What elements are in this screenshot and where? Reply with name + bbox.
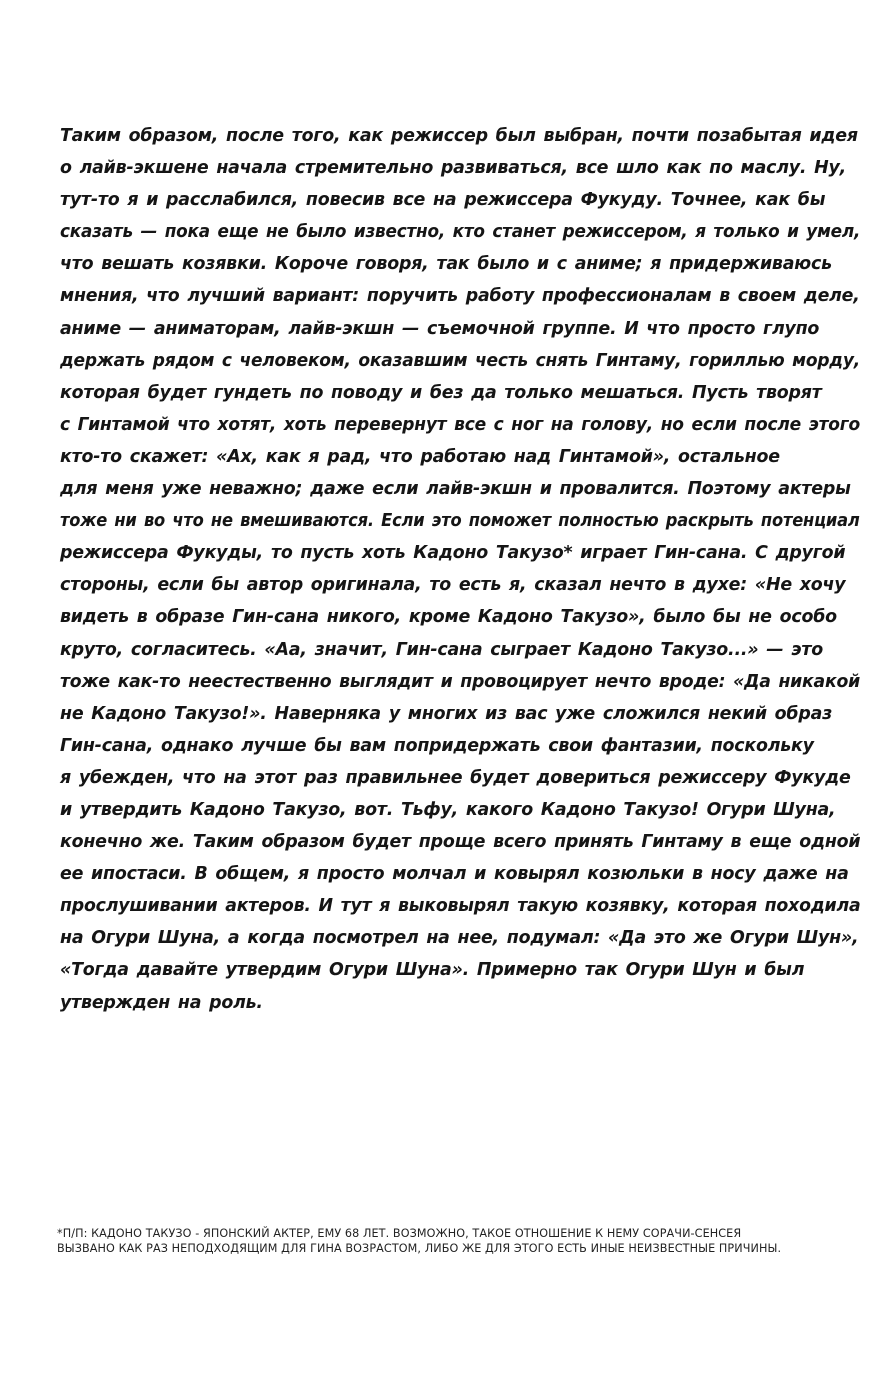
text-line: видеть в образе Гин-сана никого, кроме Кадоно Такузо», было бы не особо bbox=[60, 607, 837, 628]
text-line: не Кадоно Такузо!». Наверняка у многих из вас уже сложился некий образ bbox=[60, 703, 833, 724]
text-line: Таким образом, после того, как режиссер был выбран, почти позабытая идея bbox=[60, 126, 858, 146]
text-line: о лайв-экшене начала стремительно развиваться, все шло как по маслу. Ну, bbox=[60, 158, 847, 179]
text-line: и утвердить Кадоно Такузо, вот. Тьфу, какого Кадоно Такузо! Огури Шуна, bbox=[60, 799, 836, 820]
translator-footnote bbox=[57, 1226, 837, 1256]
text-line: «Тогда давайте утвердим Огури Шуна». Примерно так Огури Шун и был bbox=[60, 960, 805, 981]
text-line: Гин-сана, однако лучше бы вам попридержать свои фантазии, поскольку bbox=[60, 735, 814, 756]
text-line: круто, согласитесь. «Аа, значит, Гин-сана сыграет Кадоно Такузо...» — это bbox=[60, 639, 823, 660]
text-line: которая будет гундеть по поводу и без да только мешаться. Пусть творят bbox=[60, 382, 822, 403]
text-line: прослушивании актеров. И тут я выковырял такую козявку, которая походила bbox=[60, 896, 861, 917]
text-line: я убежден, что на этот раз правильнее будет довериться режиссеру Фукуде bbox=[60, 767, 851, 788]
text-line: с Гинтамой что хотят, хоть перевернут все с ног на голову, но если после этого bbox=[60, 414, 861, 435]
text-line: мнения, что лучший вариант: поручить работу профессионалам в своем деле, bbox=[60, 286, 860, 307]
text-line: конечно же. Таким образом будет проще всего принять Гинтаму в еще одной bbox=[60, 832, 861, 853]
text-line: ее ипостаси. В общем, я просто молчал и ковырял козюльки в носу даже на bbox=[60, 864, 849, 885]
text-line: держать рядом с человеком, оказавшим честь снять Гинтаму, гориллью морду, bbox=[60, 350, 861, 371]
text-line: сказать — пока еще не было известно, кто станет режиссером, я только и умел, bbox=[60, 222, 861, 243]
text-line: что вешать козявки. Короче говоря, так было и с аниме; я придерживаюсь bbox=[60, 254, 832, 275]
text-line: тут-то я и расслабился, повесив все на режиссера Фукуду. Точнее, как бы bbox=[60, 190, 826, 211]
text-line: утвержден на роль. bbox=[60, 992, 263, 1013]
footnote-line: *П/П: КАДОНО ТАКУЗО - ЯПОНСКИЙ АКТЕР, ЕМУ 68 ЛЕТ. ВОЗМОЖНО, ТАКОЕ ОТНОШЕНИЕ К НЕМУ СОРАЧИ-СЕНСЕЯ bbox=[57, 1227, 742, 1240]
text-line: стороны, если бы автор оригинала, то есть я, сказал нечто в духе: «Не хочу bbox=[60, 575, 846, 596]
text-line: тоже ни во что не вмешиваются. Если это поможет полностью раскрыть потенциал bbox=[60, 511, 860, 532]
main-text-block bbox=[60, 120, 860, 1019]
text-line: на Огури Шуна, а когда посмотрел на нее, подумал: «Да это же Огури Шун», bbox=[60, 928, 859, 949]
text-line: кто-то скажет: «Ах, как я рад, что работаю над Гинтамой», остальное bbox=[60, 446, 780, 467]
text-line: режиссера Фукуды, то пусть хоть Кадоно Такузо* играет Гин-сана. С другой bbox=[60, 543, 846, 564]
text-line: тоже как-то неестественно выглядит и провоцирует нечто вроде: «Да никакой bbox=[60, 671, 861, 692]
footnote-line: ВЫЗВАНО КАК РАЗ НЕПОДХОДЯЩИМ ДЛЯ ГИНА ВОЗРАСТОМ, ЛИБО ЖЕ ДЛЯ ЭТОГО ЕСТЬ ИНЫЕ НЕИЗВЕСТНЫЕ ПРИЧИНЫ. bbox=[57, 1242, 782, 1255]
text-line: для меня уже неважно; даже если лайв-экшн и провалится. Поэтому актеры bbox=[60, 479, 851, 500]
text-line: аниме — аниматорам, лайв-экшн — съемочной группе. И что просто глупо bbox=[60, 318, 820, 339]
